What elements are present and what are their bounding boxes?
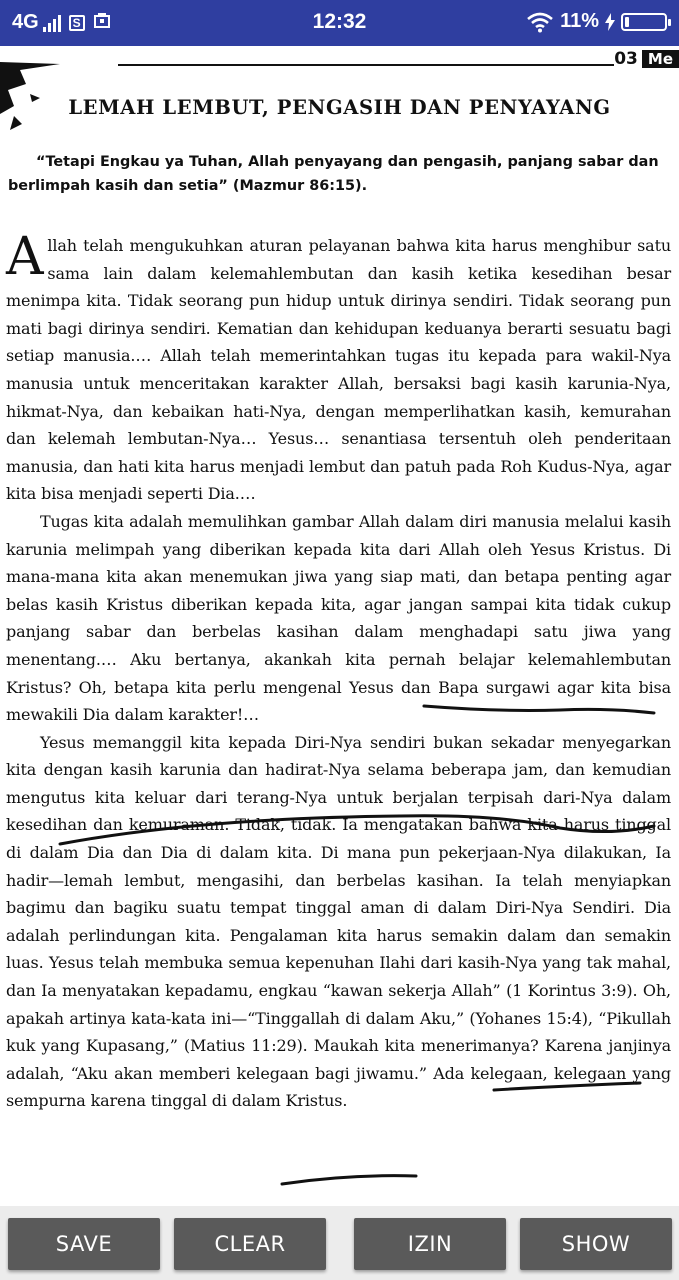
underline-matius — [282, 1176, 416, 1184]
page-header-mark: Me — [642, 50, 679, 68]
battery-level — [625, 17, 629, 27]
page-title: LEMAH LEMBUT, PENGASIH DAN PENYAYANG — [68, 96, 611, 119]
s-notification-icon: S — [69, 15, 85, 31]
save-button[interactable]: SAVE — [8, 1218, 160, 1270]
paragraph-2: Tugas kita adalah memulihkan gambar Allah dalam diri manusia melalui kasih karunia melimpah yang diberikan kepada kita dari Allah oleh Yesus Kristus. Di mana-mana kita akan menemukan jiwa yang siap mati, dan betapa penting agar belas kasih Kristus diberikan kepada kita, agar jangan sampai kita tidak cukup panjang sabar dan berbelas kasihan dalam menghadapi satu jiwa yang menentang.… Aku bertanya, akankah kita pernah belajar kelemahlembutan Kristus? Oh, betapa kita perlu mengenal Yesus dan Bapa surgawi agar kita bisa mewakili Dia dalam karakter!… — [6, 511, 671, 725]
page-number — [614, 48, 679, 70]
status-bar — [0, 0, 679, 46]
button-bar — [0, 1206, 679, 1280]
status-right — [526, 10, 667, 33]
clear-button[interactable]: CLEAR — [174, 1218, 326, 1270]
page-body — [6, 227, 671, 1115]
document-page — [0, 46, 679, 1206]
paragraph-3: Yesus memanggil kita kepada Diri-Nya sendiri bukan sekadar menyegarkan kita dengan kasih karunia dan hadirat-Nya selama beberapa jam, dan kemudian mengutus kita keluar dari terang-Nya untuk berjalan terpisah dari-Nya dalam kesedihan dan kemuraman. Tidak, tidak. Ia mengatakan bahwa kita harus tinggal di dalam Dia dan Dia di dalam kita. Di mana pun pekerjaan-Nya dilakukan, Ia hadir—lemah lembut, mengasihi, dan berbelas kasihan. Ia telah menyiapkan bagimu dan bagiku suatu tempat tinggal aman di dalam Diri-Nya Sendiri. Dia adalah perlindungan kita. Pengalaman kita harus semakin dalam dan semakin luas. Yesus telah membuka semua kepenuhan Ilahi dari kasih-Nya yang tak mahal, dan Ia menyatakan kepadamu, engkau “kawan sekerja Allah” (1 Korintus 3:9). Oh, apakah artinya kata-kata ini—“Tinggallah di dalam Aku,” (Yohanes 15:4), “Pikullah kuk yang Kupasang,” (Matius 11:29). Maukah kita menerimanya? Karena janjinya adalah, “Aku akan memberi kelegaan bagi jiwamu.” Ada kelegaan, kelegaan yang sempurna karena tinggal di dalam Kristus. — [6, 732, 671, 1111]
show-button[interactable]: SHOW — [520, 1218, 672, 1270]
ornament-decoration — [0, 54, 60, 134]
battery-icon — [621, 13, 667, 31]
paragraph-1-text: llah telah mengukuhkan aturan pelayanan bahwa kita harus menghibur satu sama lain dalam kelemahlembutan dan kasih ketika kesedihan besar menimpa kita. Tidak seorang pun hidup untuk dirinya sendiri. Tidak seorang pun mati bagi dirinya sendiri. Kematian dan kehidupan keduanya berarti sesuatu bagi setiap manusia.… Allah telah memerintahkan tugas itu kepada para wakil-Nya manusia untuk menceritakan karakter Allah, bersaksi bagi kasih karunia-Nya, hikmat-Nya, dan kebaikan hati-Nya, dengan memperlihatkan kasih, kemurahan dan kelemah lembutan-Nya… Yesus… senantiasa tersentuh oleh penderitaan manusia, dan hati kita harus menjadi lembut dan patuh pada Roh Kudus-Nya, agar kita bisa menjadi seperti Dia.… — [6, 236, 671, 504]
charging-icon — [605, 13, 615, 31]
clock: 12:32 — [312, 10, 367, 33]
paragraph-1 — [6, 227, 671, 508]
network-type: 4G — [12, 11, 39, 33]
wifi-icon — [526, 11, 554, 33]
epigraph: “Tetapi Engkau ya Tuhan, Allah penyayang dan pengasih, panjang sabar dan berlimpah kasih dan setia” (Mazmur 86:15). — [8, 154, 659, 194]
battery-percent: 11% — [560, 10, 599, 32]
page-number-value: 03 — [614, 49, 642, 69]
drop-cap: A — [6, 227, 44, 287]
izin-button[interactable]: IZIN — [354, 1218, 506, 1270]
header-rule — [118, 64, 679, 66]
